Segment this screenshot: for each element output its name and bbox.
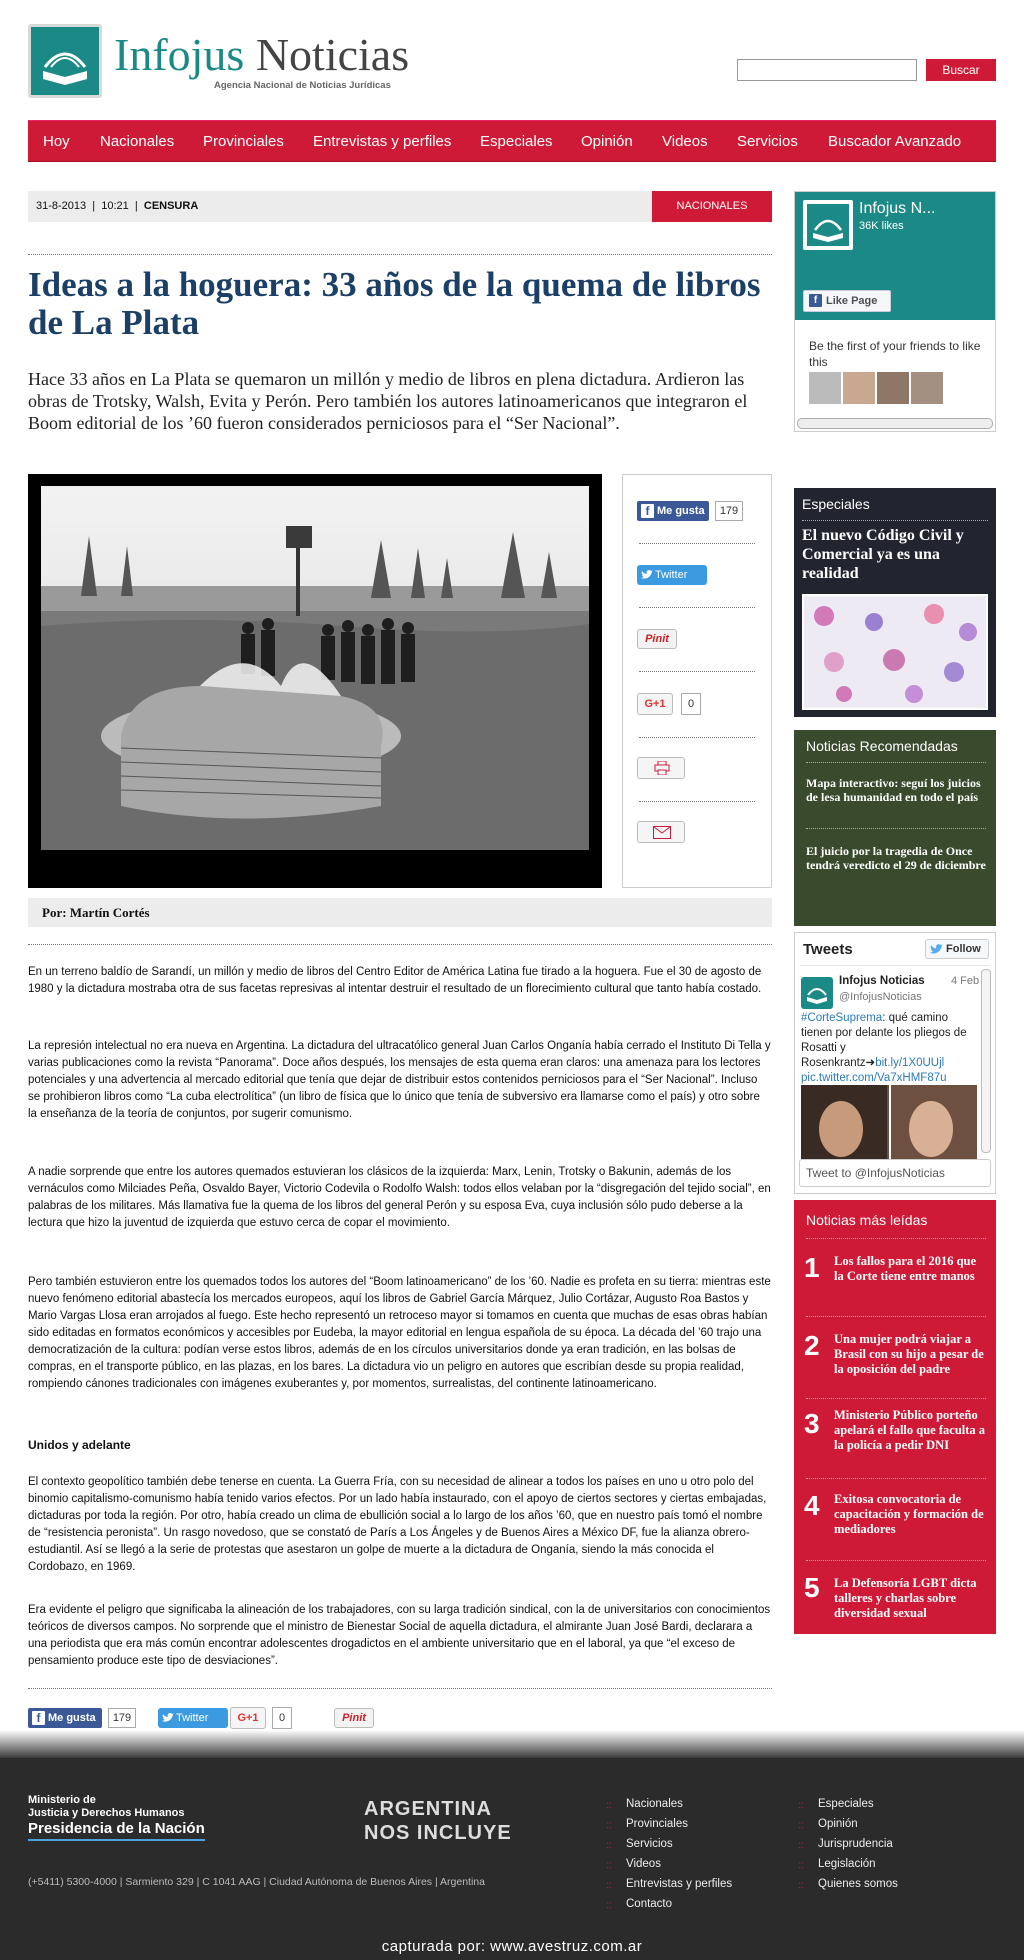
recomendadas-item[interactable]: Mapa interactivo: seguí los juicios de lesa humanidad en todo el país	[806, 776, 981, 804]
gplus-button[interactable]: G+1	[637, 693, 673, 715]
recomendadas-title: Noticias Recomendadas	[806, 738, 958, 754]
tweet-hashtag[interactable]: #CorteSuprema	[801, 1012, 883, 1024]
fb-like-button-bottom[interactable]	[28, 1708, 102, 1728]
article-paragraph: Pero también estuvieron entre los quemados todos los autores del “Boom latinoamericano” de los ’60. Nadie es profeta en su tierra: mientras este nuevo fenómeno editorial abastecía los mercados europeos, aquí los libros de Gabriel García Márquez, Julio Cortázar, Augusto Roa Bastos y Mario Vargas Llosa eran arrojados al fuego. Este hecho representó un retroceso mayor si tomamos en cuenta que muchas de esas obras habían sido editadas en formatos económicos y accesibles por Eudeba, la mayor editorial en lengua española de su época. La década del ’60 trajo una democratización de la cultura: podían verse estos libros, además de en los círculos universitarios donde ya eran tradición, en las bolsas de compras, en el transporte público, en las plazas, en los bares. La dictadura vio un peligro en autores que escribían desde su propia realidad, rompiendo cánones tradicionales con imágenes exuberantes y, por momentos, surrealistas, del continente latinoamericano.	[28, 1276, 771, 1390]
footer-link-quienes-somos[interactable]: Quienes somos	[818, 1878, 898, 1890]
especiales-title: Especiales	[802, 496, 870, 512]
avatar[interactable]	[809, 372, 841, 404]
site-logo[interactable]	[28, 24, 410, 100]
divider	[806, 1238, 986, 1239]
facebook-icon: f	[809, 294, 822, 307]
ministerio-line2: Justicia y Derechos Humanos	[28, 1807, 185, 1819]
divider	[639, 801, 755, 802]
mas-leidas-title: Noticias más leídas	[806, 1212, 928, 1228]
especiales-panel	[794, 488, 996, 717]
divider	[806, 1398, 986, 1399]
book-burning-photo	[41, 486, 589, 850]
twitter-bird-icon	[930, 944, 943, 955]
tweet-handle[interactable]: @InfojusNoticias	[839, 991, 922, 1003]
fb-friend-avatars	[809, 372, 959, 404]
nav-item-entrevistas[interactable]: Entrevistas y perfiles	[313, 133, 452, 150]
nav-item-videos[interactable]: Videos	[662, 133, 708, 150]
tweet-media-link[interactable]: pic.twitter.com/Va7xHMF87u	[801, 1072, 947, 1084]
divider	[801, 965, 989, 966]
divider	[28, 254, 772, 255]
bullet-icon: ::	[798, 1820, 804, 1831]
gplus-button-bottom[interactable]: G+1	[230, 1707, 266, 1729]
ministerio-line1: Ministerio de	[28, 1794, 96, 1806]
article-paragraph: Era evidente el peligro que significaba la alineación de los trabajadores, con su larga tradición sindical, con la de universitarios con conocimientos teóricos de diversos campos. No sorprende que el ministro de Bienestar Social de aquella dictadura, el almirante Juan José Bardi, declarara a una periodista que era más común encontrar adolescentes drogadictos en el ambiente universitario que en el laboral, ya que “el exceso de pensamiento produce este tipo de desviaciones”.	[28, 1604, 771, 1667]
rank-number: 4	[804, 1490, 820, 1521]
tweet-item[interactable]	[801, 973, 989, 1179]
facebook-icon: f	[641, 504, 654, 518]
footer-address: (+5411) 5300-4000 | Sarmiento 329 | C 1041 AAG | Ciudad Autónoma de Buenos Aires | Argentina	[28, 1876, 485, 1888]
fb-like-label: Me gusta	[48, 1712, 96, 1724]
recomendadas-panel	[794, 730, 996, 926]
fb-like-page-button[interactable]	[803, 290, 891, 312]
gplus-count: 0	[681, 693, 701, 715]
logo-name-part1: Infojus	[114, 29, 245, 80]
nav-item-nacionales[interactable]: Nacionales	[100, 133, 175, 150]
rank-number: 1	[804, 1252, 820, 1283]
divider	[806, 828, 986, 829]
divider	[802, 520, 988, 521]
article-paragraph: El contexto geopolítico también debe tenerse en cuenta. La Guerra Fría, con su necesidad de alinear a todos los países en uno u otro polo del binomio capitalismo-comunismo había tenido varios efectos. Por un lado había instaurado, con el apoyo de ciertos sectores y ciertas embajadas, dictaduras por toda la región. Por otro, había creado un clima de ebullición social a lo largo de los años ’60, que en nuestro país tomó el nombre de “resistencia peronista”. Un rasgo novedoso, que se constató de París a Los Ángeles y de Buenos Aires a México DF, fue la alianza obrero-estudiantil. Así se llegó a la serie de protestas que asestaron un golpe de muerte a la dictadura de Onganía, siendo la más conocida el Cordobazo, en 1969.	[28, 1476, 767, 1573]
bullet-icon: ::	[606, 1880, 612, 1891]
logo-title	[114, 30, 409, 80]
presidencia-label[interactable]: Presidencia de la Nación	[28, 1820, 205, 1841]
footer-link-legislacion[interactable]: Legislación	[818, 1858, 876, 1870]
fb-like-page-label: Like Page	[826, 295, 878, 307]
logo-tagline: Agencia Nacional de Noticias Jurídicas	[214, 80, 391, 91]
fb-friends-text: Be the first of your friends to like this	[809, 339, 981, 369]
tweet-date[interactable]: 4 Feb	[951, 975, 980, 987]
search-input[interactable]	[737, 59, 917, 81]
gplus-count-bottom: 0	[272, 1707, 292, 1729]
article-subheading: Unidos y adelante	[28, 1438, 131, 1452]
bullet-icon: ::	[606, 1820, 612, 1831]
fb-page-likes: 36K likes	[859, 220, 904, 232]
divider	[806, 1316, 986, 1317]
fb-like-count: 179	[715, 501, 743, 521]
twitter-bird-icon	[162, 1713, 174, 1723]
divider	[28, 944, 772, 945]
fb-page-avatar	[803, 200, 853, 250]
footer-link-entrevistas[interactable]: Entrevistas y perfiles	[626, 1878, 733, 1890]
facebook-page-widget	[794, 191, 996, 432]
tweet-link[interactable]: bit.ly/1X0UUjl	[875, 1057, 945, 1069]
tweet-author[interactable]: Infojus Noticias	[839, 975, 925, 987]
tweet-text	[801, 1011, 977, 1086]
bullet-icon: ::	[798, 1840, 804, 1851]
facebook-icon: f	[32, 1711, 45, 1725]
article-time: 10:21	[101, 200, 129, 212]
avatar[interactable]	[877, 372, 909, 404]
pinterest-button-bottom[interactable]: Pinit	[334, 1708, 374, 1728]
especiales-image[interactable]	[802, 594, 988, 710]
twitter-bird-icon	[641, 570, 653, 580]
bullet-icon: ::	[798, 1880, 804, 1891]
article-meta-bar	[28, 191, 772, 222]
article-paragraph: En un terreno baldío de Sarandí, un millón y medio de libros del Centro Editor de América Latina fue tirado a la hoguera. Fue el 30 de agosto de 1980 y la dictadura mostraba otra de sus facetas represivas al intentar destruir el resultado de un florecimiento cultural que tanto había costado.	[28, 966, 762, 995]
tweet-body: : qué camino tienen por delante los pliegos de Rosatti y Rosenkrantz➜	[801, 1012, 967, 1069]
article-byline: Por: Martín Cortés	[28, 898, 772, 927]
logo-emblem-icon	[28, 24, 102, 98]
pinterest-button[interactable]: Pinit	[637, 629, 677, 649]
article-tag[interactable]: CENSURA	[143, 200, 199, 212]
tweets-title: Tweets	[803, 941, 853, 958]
footer-link-videos[interactable]: Videos	[626, 1858, 661, 1870]
fb-like-button[interactable]	[637, 501, 709, 521]
bullet-icon: ::	[606, 1860, 612, 1871]
fb-page-name[interactable]: Infojus N...	[859, 200, 936, 217]
bullet-icon: ::	[606, 1900, 612, 1911]
twitter-follow-button[interactable]	[925, 939, 989, 959]
bullet-icon: ::	[606, 1800, 612, 1811]
bullet-icon: ::	[798, 1860, 804, 1871]
fb-like-label: Me gusta	[657, 505, 705, 517]
divider	[806, 762, 986, 763]
tweet-button[interactable]	[637, 565, 707, 585]
article-headline: Ideas a la hoguera: 33 años de la quema de libros de La Plata	[28, 265, 761, 342]
mas-leidas-item[interactable]: Ministerio Público porteño apelará el fallo que faculta a la policía a pedir DNI	[834, 1408, 986, 1452]
mas-leidas-item[interactable]: La Defensoría LGBT dicta talleres y charlas sobre diversidad sexual	[834, 1576, 977, 1620]
bullet-icon: ::	[798, 1800, 804, 1811]
logo-name-part2: Noticias	[255, 29, 410, 80]
print-icon	[654, 761, 670, 775]
article-paragraph: A nadie sorprende que entre los autores quemados estuvieran los clásicos de la izquierda: Marx, Lenin, Trotsky o Bakunin, además de los vernáculos como Milciades Peña, Osvaldo Bayer, Victorio Codevila o Rodolfo Walsh: todos ellos velaban por la “disgregación del tejido social”, en palabras de los militares. Más llamativa fue la quema de los libros del general Perón y su esposa Eva, cuya inclusión sólo pudo deberse a la lectura que hizo la juventud de izquierda que estuvo cerca de copar el movimiento.	[28, 1166, 771, 1229]
footer-link-opinion[interactable]: Opinión	[818, 1818, 858, 1830]
tweet-button-bottom[interactable]	[158, 1708, 228, 1728]
section-badge[interactable]: NACIONALES	[652, 191, 772, 222]
nav-item-opinion[interactable]: Opinión	[581, 133, 633, 150]
rank-number: 3	[804, 1408, 820, 1439]
print-button[interactable]	[637, 757, 685, 779]
mas-leidas-item[interactable]: Una mujer podrá viajar a Brasil con su hijo a pesar de la oposición del padre	[834, 1332, 984, 1376]
avatar[interactable]	[911, 372, 943, 404]
tweet-label: Twitter	[176, 1712, 209, 1724]
envelope-icon	[653, 826, 671, 839]
nav-item-especiales[interactable]: Especiales	[480, 133, 553, 150]
rank-number: 5	[804, 1572, 820, 1603]
argentina-slogan-line1[interactable]: ARGENTINA	[364, 1798, 492, 1820]
especiales-item-title[interactable]: El nuevo Código Civil y Comercial ya es una realidad	[802, 527, 964, 582]
article-paragraph: La represión intelectual no era nueva en Argentina. La dictadura del ultracatólico general Juan Carlos Onganía había cerrado el Instituto Di Tella y varias publicaciones como la revista “Panorama”. Doce años después, los mensajes de esta quema eran claros: una amenaza para los lectores potenciales y una advertencia al mercado editorial que tenía que dejar de distribuir estos contenidos perniciosos para el “Ser Nacional”. Incluso se prohibieron libros como “La cuba electrolítica” (un libro de física que lo único que tenía de subversivo era llamarse como el país) y otro sobre la enseñanza de la teoría de conjuntos, por sugerir comunismo.	[28, 1040, 771, 1120]
mas-leidas-panel	[794, 1200, 996, 1634]
tweet-media-image[interactable]	[801, 1085, 977, 1165]
rank-number: 2	[804, 1330, 820, 1361]
site-footer	[0, 1758, 1024, 1960]
twitter-timeline-widget	[794, 932, 996, 1194]
vertical-scrollbar[interactable]	[981, 969, 991, 1153]
ministerio-logo[interactable]	[28, 1794, 185, 1820]
avatar[interactable]	[843, 372, 875, 404]
divider	[806, 1478, 986, 1479]
follow-label: Follow	[946, 943, 981, 955]
footer-link-servicios[interactable]: Servicios	[626, 1838, 673, 1850]
nav-item-servicios[interactable]: Servicios	[737, 133, 798, 150]
divider	[639, 671, 755, 672]
footer-fade	[0, 1730, 1024, 1760]
divider	[639, 737, 755, 738]
fb-like-count-bottom: 179	[108, 1708, 136, 1728]
nav-item-provinciales[interactable]: Provinciales	[203, 133, 284, 150]
share-box	[622, 474, 772, 888]
divider	[28, 1688, 772, 1689]
footer-link-especiales[interactable]: Especiales	[818, 1798, 874, 1810]
divider	[806, 1560, 986, 1561]
footer-link-contacto[interactable]: Contacto	[626, 1898, 673, 1910]
footer-link-nacionales[interactable]: Nacionales	[626, 1798, 683, 1810]
article-date: 31-8-2013	[36, 200, 87, 212]
email-button[interactable]	[637, 821, 685, 843]
tweet-label: Twitter	[655, 569, 688, 581]
recomendadas-item[interactable]: El juicio por la tragedia de Once tendrá veredicto el 29 de diciembre	[806, 844, 986, 872]
article-meta: 31-8-2013 | 10:21 | CENSURA	[36, 200, 199, 212]
bullet-icon: ::	[606, 1840, 612, 1851]
mas-leidas-item[interactable]: Exitosa convocatoria de capacitación y formación de mediadores	[834, 1492, 984, 1536]
nav-item-buscador-avanzado[interactable]: Buscador Avanzado	[828, 133, 962, 150]
article-lead: Hace 33 años en La Plata se quemaron un millón y medio de libros en plena dictadura. Ardieron las obras de Trotsky, Walsh, Evita y Perón. Pero también los autores latinoamericanos que integraron el Boom editorial de los ’60 fueron considerados perniciosos para el “Ser Nacional”.	[28, 369, 748, 433]
tweet-compose-box[interactable]: Tweet to @InfojusNoticias	[799, 1159, 991, 1187]
capture-credit: capturada por: www.avestruz.com.ar	[381, 1938, 643, 1955]
article-photo[interactable]	[28, 474, 602, 888]
footer-link-jurisprudencia[interactable]: Jurisprudencia	[818, 1838, 893, 1850]
divider	[639, 543, 755, 544]
mas-leidas-item[interactable]: Los fallos para el 2016 que la Corte tiene entre manos	[834, 1254, 977, 1283]
main-nav	[28, 120, 996, 162]
nav-item-hoy[interactable]: Hoy	[43, 133, 70, 150]
divider	[639, 607, 755, 608]
search-button[interactable]: Buscar	[926, 59, 996, 81]
avatar[interactable]	[801, 977, 833, 1009]
footer-link-provinciales[interactable]: Provinciales	[626, 1818, 688, 1830]
horizontal-scrollbar[interactable]	[797, 418, 993, 429]
argentina-slogan-line2[interactable]: NOS INCLUYE	[364, 1822, 512, 1844]
